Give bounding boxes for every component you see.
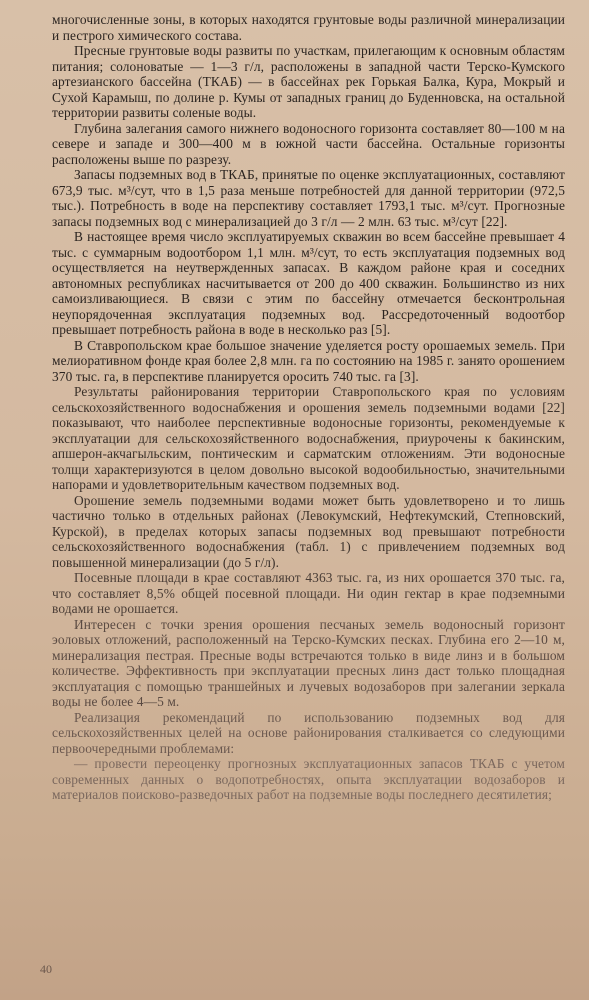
- paragraph-10: Интересен с точки зрения орошения песчаных земель водоносный горизонт эоловых отложений, расположенный на Терско-Кумских песках. Глубина его 2—10 м, минерализация пестрая. Пресные воды встречаются только в виде линз и в большом количестве. Эффективность при эксплуатации пресных линз даст только площадная эксплуатация с помощью траншейных и лучевых водозаборов при залегании зеркала воды не более 4—5 м.: [52, 616, 565, 709]
- paragraph-5: В настоящее время число эксплуатируемых скважин во всем бассейне превышает 4 тыс. с суммарным водоотбором 1,1 млн. м³/сут, то есть эксплуатация подземных вод осуществляется на неутвержденных запасах. В каждом районе края и соседних автономных республиках насчитывается от 200 до 400 скважин. Большинство из них самоизливающиеся. В связи с этим по бассейну отмечается бесконтрольная неупорядоченная эксплуатация подземных вод. Рассредоточенный водоотбор превышает потребность района в воде в несколько раз [5].: [52, 229, 565, 337]
- paragraph-7: Результаты районирования территории Ставропольского края по условиям сельскохозяйственного водоснабжения и орошения земель подземными водами [22] показывают, что наиболее перспективные водоносные горизонты, рекомендуемые к эксплуатации для сельскохозяйственного водоснабжения, приурочены к бакинским, апшерон-акчагыльским, понтическим и сарматским отложениям. Эти водоносные толщи характеризуются в целом довольно высокой водообильностью, значительными напорами и удовлетворительным качеством подземных вод.: [52, 384, 565, 492]
- paragraph-4: Запасы подземных вод в ТКАБ, принятые по оценке эксплуатационных, составляют 673,9 тыс. м³/сут, что в 1,5 раза меньше потребностей для данной территории (972,5 тыс.). Потребность в воде на перспективу составляет 1793,1 тыс. м³/сут. Прогнозные запасы подземных вод с минерализацией до 3 г/л — 2 млн. 63 тыс. м³/сут [22].: [52, 167, 565, 229]
- paragraph-9: Посевные площади в крае составляют 4363 тыс. га, из них орошается 370 тыс. га, что составляет 8,5% общей посевной площади. Ни один гектар в крае подземными водами не орошается.: [52, 570, 565, 616]
- page-number: 40: [40, 962, 52, 976]
- paragraph-3: Глубина залегания самого нижнего водоносного горизонта составляет 80—100 м на севере и западе и 300—400 м в южной части бассейна. Остальные горизонты расположены выше по разрезу.: [52, 120, 565, 167]
- paragraph-2: Пресные грунтовые воды развиты по участкам, прилегающим к основным областям питания; солоноватые — 1—3 г/л, расположены в западной части Терско-Кумского артезианского бассейна (ТКАБ) — в бассейнах рек Горькая Балка, Кура, Мокрый и Сухой Карамыш, по долине р. Кумы от западных границ до Буденновска, на остальной территории развиты соленые воды.: [52, 43, 565, 120]
- paragraph-1: многочисленные зоны, в которых находятся грунтовые воды различной минерализации и пестрого химического состава.: [52, 12, 565, 43]
- paragraph-8: Орошение земель подземными водами может быть удовлетворено и то лишь частично только в отдельных районах (Левокумский, Нефтекумский, Степновский, Курской), в пределах которых запасы подземных вод превышают потребности сельскохозяйственного водоснабжения (табл. 1) с привлечением подземных вод повышенной минерализации (до 5 г/л).: [52, 492, 565, 570]
- paragraph-12: — провести переоценку прогнозных эксплуатационных запасов ТКАБ с учетом современных данных о водопотребностях, опыта эксплуатации водозаборов и материалов поисково-разведочных работ на подземные воды последнего десятилетия;: [52, 756, 565, 802]
- paragraph-11: Реализация рекомендаций по использованию подземных вод для сельскохозяйственных целей на основе районирования сталкивается со следующими первоочередными проблемами:: [52, 709, 565, 756]
- paragraph-6: В Ставропольском крае большое значение уделяется росту орошаемых земель. При мелиоративном фонде края более 2,8 млн. га по состоянию на 1985 г. занято орошением 370 тыс. га, в перспективе планируется оросить 740 тыс. га [3].: [52, 337, 565, 384]
